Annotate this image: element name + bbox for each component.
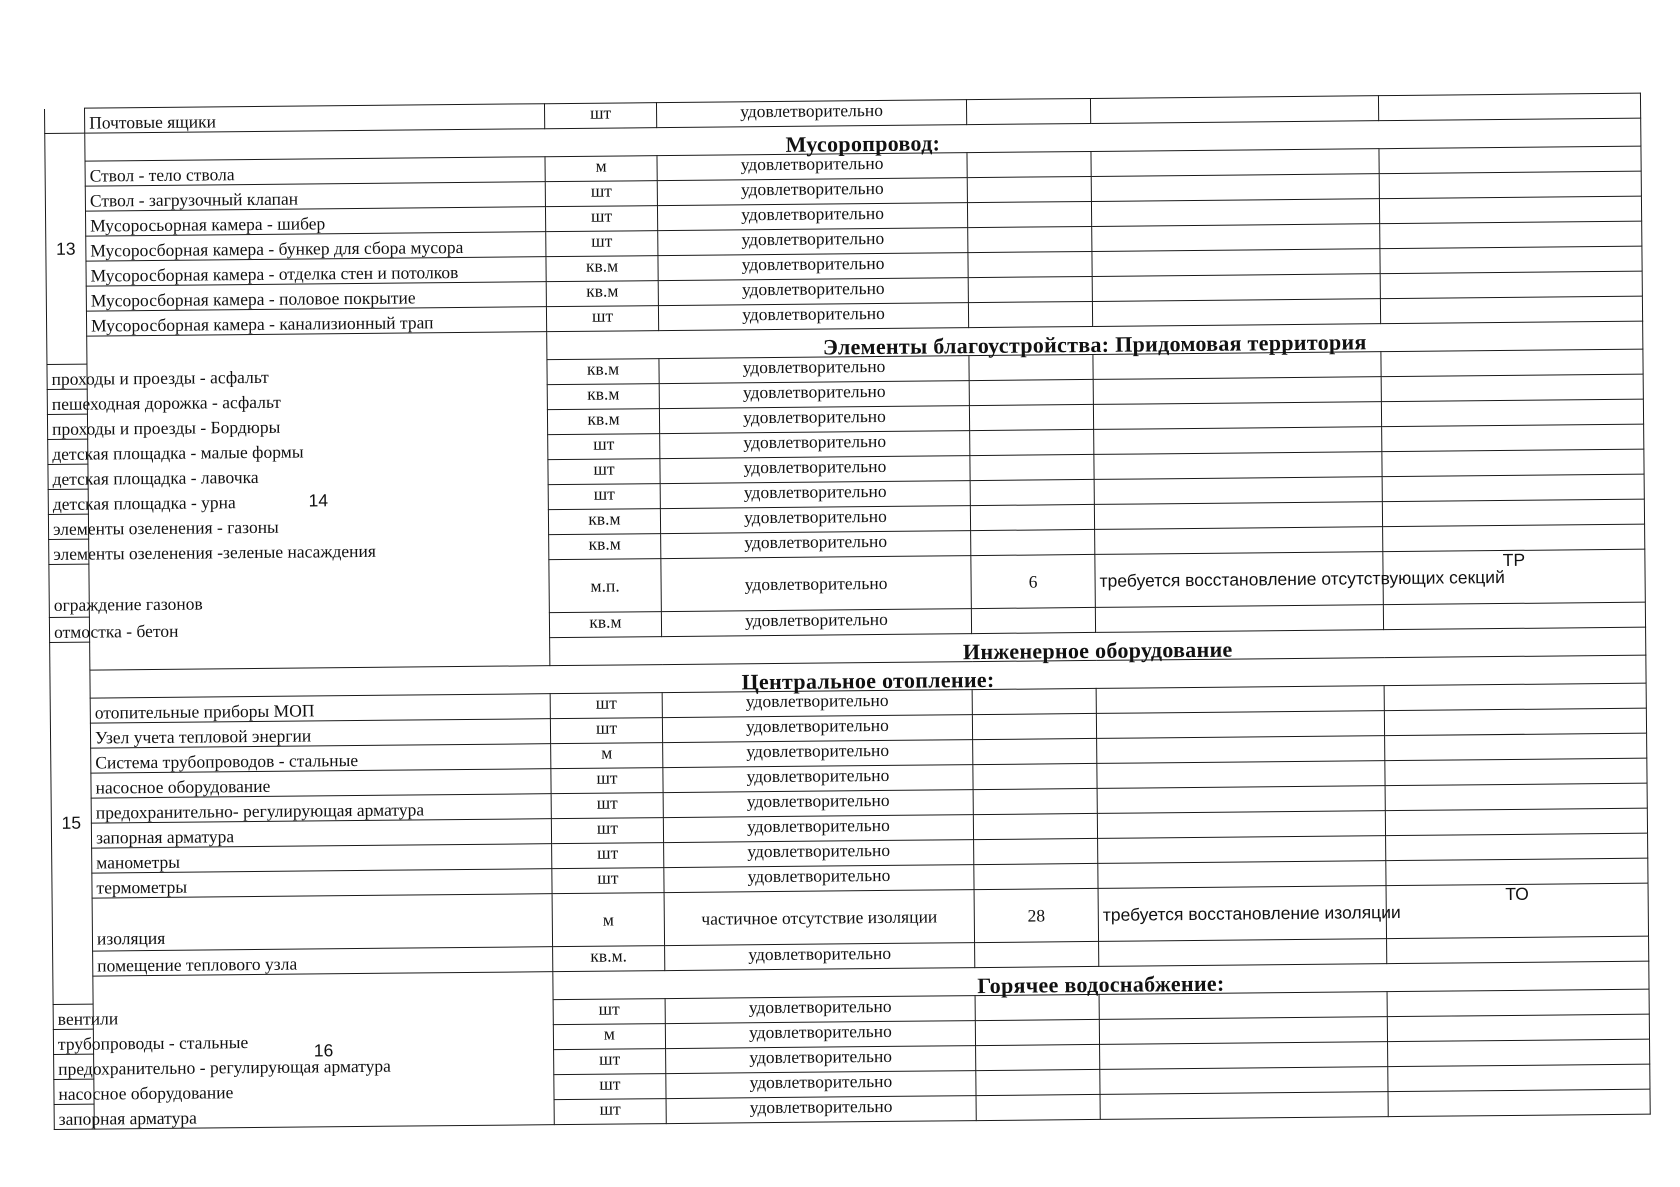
- defect-volume: [968, 276, 1092, 302]
- unit-of-measure: шт: [546, 231, 658, 257]
- defect-note: [1097, 736, 1385, 764]
- defect-volume: [967, 201, 1091, 227]
- element-name: насосное оборудование: [54, 1079, 94, 1104]
- element-name: ограждение газонов: [49, 564, 90, 617]
- condition-assessment: удовлетворительно: [658, 253, 968, 281]
- defect-volume: [966, 98, 1090, 124]
- element-name: вентили: [53, 1004, 93, 1029]
- defect-volume: [971, 529, 1095, 555]
- defect-volume: [973, 738, 1097, 764]
- unit-of-measure: м: [552, 893, 665, 947]
- condition-assessment: удовлетворительно: [661, 609, 971, 637]
- defect-note: [1094, 427, 1382, 455]
- inspection-sheet: [44, 93, 1650, 1130]
- element-name: элементы озеленения -зеленые насаждения: [49, 539, 89, 564]
- work-type: [1387, 1014, 1649, 1042]
- element-name: детская площадка - лавочка: [48, 464, 88, 489]
- condition-assessment: удовлетворительно: [656, 100, 966, 128]
- defect-note: [1098, 861, 1386, 889]
- inspection-table: [44, 93, 1651, 1130]
- element-name: Система трубопроводов - стальные: [91, 744, 551, 773]
- condition-assessment: удовлетворительно: [658, 303, 968, 331]
- condition-assessment: удовлетворительно: [666, 1046, 976, 1074]
- defect-note: требуется восстановление отсутствующих секций: [1095, 552, 1383, 608]
- section-title: Горячее водоснабжение:: [553, 961, 1649, 1000]
- defect-volume: [970, 454, 1094, 480]
- condition-assessment: удовлетворительно: [666, 1096, 976, 1124]
- defect-volume: [976, 1094, 1100, 1120]
- unit-of-measure: кв.м: [547, 384, 659, 410]
- condition-assessment: удовлетворительно: [663, 740, 973, 768]
- section-title: Мусоропровод:: [85, 118, 1641, 161]
- unit-of-measure: шт: [554, 1049, 666, 1075]
- element-name: Мусоросьорная камера - шибер: [85, 207, 545, 236]
- unit-of-measure: кв.м.: [553, 946, 665, 972]
- condition-assessment: удовлетворительно: [665, 996, 975, 1024]
- defect-note: [1091, 199, 1379, 227]
- condition-assessment: удовлетворительно: [661, 556, 971, 612]
- element-name: изоляция: [92, 894, 552, 951]
- unit-of-measure: шт: [544, 103, 656, 129]
- unit-of-measure: кв.м: [548, 509, 660, 535]
- unit-of-measure: шт: [551, 818, 663, 844]
- work-type: [1382, 499, 1644, 527]
- defect-note: [1097, 761, 1385, 789]
- element-name: элементы озеленения - газоны: [48, 514, 88, 539]
- work-type: [1384, 683, 1646, 711]
- unit-of-measure: шт: [551, 768, 663, 794]
- defect-note: [1097, 811, 1385, 839]
- condition-assessment: удовлетворительно: [660, 456, 970, 484]
- defect-volume: [969, 404, 1093, 430]
- element-name: проходы и проезды - Бордюры: [47, 414, 87, 439]
- unit-of-measure: кв.м: [549, 612, 661, 638]
- defect-volume: [969, 354, 1093, 380]
- work-type: [1380, 246, 1642, 274]
- unit-of-measure: м.п.: [549, 559, 662, 613]
- unit-of-measure: шт: [548, 459, 660, 485]
- element-name: манометры: [92, 844, 552, 873]
- defect-volume: [973, 788, 1097, 814]
- element-name: запорная арматура: [54, 1104, 94, 1129]
- unit-of-measure: м: [551, 743, 663, 769]
- unit-of-measure: м: [553, 1024, 665, 1050]
- defect-note: [1098, 836, 1386, 864]
- work-type: [1385, 783, 1647, 811]
- unit-of-measure: кв.м: [546, 281, 658, 307]
- defect-volume: [975, 941, 1099, 967]
- condition-assessment: удовлетворительно: [664, 865, 974, 893]
- element-name: Узел учета тепловой энергии: [90, 719, 550, 748]
- work-type: [1381, 399, 1643, 427]
- condition-assessment: удовлетворительно: [665, 1021, 975, 1049]
- work-type: [1384, 708, 1646, 736]
- work-type: [1386, 858, 1648, 886]
- condition-assessment: удовлетворительно: [660, 481, 970, 509]
- condition-assessment: удовлетворительно: [662, 690, 972, 718]
- unit-of-measure: шт: [550, 718, 662, 744]
- condition-assessment: удовлетворительно: [662, 715, 972, 743]
- work-type: [1379, 171, 1641, 199]
- element-name: Почтовые ящики: [85, 104, 545, 133]
- condition-assessment: удовлетворительно: [659, 381, 969, 409]
- condition-assessment: удовлетворительно: [658, 278, 968, 306]
- work-type: [1380, 296, 1642, 324]
- defect-note: [1092, 274, 1380, 302]
- condition-assessment: удовлетворительно: [661, 531, 971, 559]
- unit-of-measure: шт: [545, 206, 657, 232]
- defect-volume: [970, 429, 1094, 455]
- unit-of-measure: шт: [552, 868, 664, 894]
- defect-volume: [968, 301, 1092, 327]
- work-type: [1382, 424, 1644, 452]
- element-name: пешеходная дорожка - асфальт: [47, 389, 87, 414]
- element-name: трубопроводы - стальные: [53, 1029, 93, 1054]
- defect-volume: [975, 1019, 1099, 1045]
- element-name: Ствол - тело ствола: [85, 157, 545, 186]
- element-name: детская площадка - урна: [48, 489, 88, 514]
- element-name: отмостка - бетон: [49, 617, 89, 642]
- defect-volume: [967, 151, 1091, 177]
- section-title: Инженерное оборудование: [550, 627, 1646, 666]
- unit-of-measure: кв.м: [547, 359, 659, 385]
- condition-assessment: удовлетворительно: [659, 356, 969, 384]
- condition-assessment: удовлетворительно: [657, 203, 967, 231]
- defect-volume: [973, 763, 1097, 789]
- work-type: [1388, 1064, 1650, 1092]
- element-name: насосное оборудование: [91, 769, 551, 798]
- defect-volume: [968, 226, 1092, 252]
- defect-note: [1097, 786, 1385, 814]
- work-type: [1387, 989, 1649, 1017]
- unit-of-measure: шт: [552, 843, 664, 869]
- work-type: [1383, 524, 1645, 552]
- element-name: детская площадка - малые формы: [48, 439, 88, 464]
- work-type: ТО: [1386, 883, 1648, 939]
- work-type: [1388, 1039, 1650, 1067]
- defect-volume: [975, 994, 1099, 1020]
- work-type: [1382, 474, 1644, 502]
- defect-note: [1092, 299, 1380, 327]
- element-name: Мусоросборная камера - бункер для сбора мусора: [86, 232, 546, 261]
- unit-of-measure: шт: [553, 999, 665, 1025]
- row-number: 14: [87, 332, 550, 670]
- work-type: [1385, 758, 1647, 786]
- defect-volume: [968, 251, 1092, 277]
- defect-volume: 28: [974, 888, 1099, 942]
- defect-note: [1093, 402, 1381, 430]
- unit-of-measure: шт: [550, 693, 662, 719]
- row-number: 13: [45, 133, 87, 364]
- work-type: [1386, 833, 1648, 861]
- unit-of-measure: шт: [546, 306, 658, 332]
- unit-of-measure: шт: [554, 1074, 666, 1100]
- defect-volume: [973, 813, 1097, 839]
- work-type: ТР: [1383, 549, 1645, 605]
- work-type: [1383, 602, 1645, 630]
- defect-volume: [972, 713, 1096, 739]
- element-name: предохранительно- регулирующая арматура: [91, 794, 551, 823]
- defect-note: [1096, 711, 1384, 739]
- section-title: Центральное отопление:: [90, 655, 1646, 698]
- element-name: Мусоросборная камера - половое покрытие: [86, 282, 546, 311]
- unit-of-measure: кв.м: [547, 409, 659, 435]
- defect-volume: [972, 688, 1096, 714]
- condition-assessment: удовлетворительно: [657, 153, 967, 181]
- section-title: Элементы благоустройства: Придомовая территория: [547, 321, 1643, 360]
- unit-of-measure: шт: [551, 793, 663, 819]
- defect-note: [1096, 686, 1384, 714]
- unit-of-measure: шт: [548, 434, 660, 460]
- element-name: отопительные приборы МОП: [90, 694, 550, 723]
- defect-volume: [974, 838, 1098, 864]
- work-type: [1381, 349, 1643, 377]
- defect-volume: [970, 504, 1094, 530]
- condition-assessment: удовлетворительно: [666, 1071, 976, 1099]
- element-name: запорная арматура: [91, 819, 551, 848]
- element-name: проходы и проезды - асфальт: [47, 364, 87, 389]
- element-name: предохранительно - регулирующая арматура: [54, 1054, 94, 1079]
- work-type: [1388, 1089, 1650, 1117]
- defect-note: [1091, 174, 1379, 202]
- work-type: [1379, 196, 1641, 224]
- defect-note: [1099, 939, 1387, 967]
- defect-note: [1100, 1067, 1388, 1095]
- condition-assessment: удовлетворительно: [664, 840, 974, 868]
- condition-assessment: удовлетворительно: [663, 765, 973, 793]
- condition-assessment: удовлетворительно: [658, 228, 968, 256]
- condition-assessment: удовлетворительно: [663, 815, 973, 843]
- unit-of-measure: кв.м: [546, 256, 658, 282]
- work-type: [1385, 733, 1647, 761]
- unit-of-measure: шт: [545, 181, 657, 207]
- element-name: помещение теплового узла: [93, 947, 553, 976]
- work-type: [1379, 146, 1641, 174]
- work-type: [1387, 936, 1649, 964]
- defect-note: [1090, 96, 1378, 124]
- defect-note: [1093, 377, 1381, 405]
- condition-assessment: удовлетворительно: [660, 506, 970, 534]
- defect-note: [1099, 1017, 1387, 1045]
- defect-volume: [969, 379, 1093, 405]
- defect-note: [1094, 477, 1382, 505]
- defect-note: [1092, 249, 1380, 277]
- defect-note: требуется восстановление изоляции: [1098, 886, 1386, 942]
- defect-volume: [970, 479, 1094, 505]
- condition-assessment: удовлетворительно: [657, 178, 967, 206]
- unit-of-measure: м: [545, 156, 657, 182]
- defect-note: [1100, 1042, 1388, 1070]
- work-type: [1385, 808, 1647, 836]
- condition-assessment: удовлетворительно: [665, 943, 975, 971]
- defect-note: [1100, 1092, 1388, 1120]
- element-name: термометры: [92, 869, 552, 898]
- work-type: [1378, 93, 1640, 121]
- defect-note: [1092, 224, 1380, 252]
- work-type: [1380, 221, 1642, 249]
- defect-volume: 6: [971, 554, 1096, 608]
- defect-note: [1094, 452, 1382, 480]
- condition-assessment: удовлетворительно: [659, 406, 969, 434]
- row-number: 15: [50, 642, 93, 1004]
- unit-of-measure: шт: [554, 1099, 666, 1125]
- defect-volume: [976, 1044, 1100, 1070]
- element-name: Мусоросборная камера - отделка стен и потолков: [86, 257, 546, 286]
- unit-of-measure: кв.м: [549, 534, 661, 560]
- row-number-cell: [45, 108, 85, 133]
- condition-assessment: удовлетворительно: [660, 431, 970, 459]
- defect-volume: [967, 176, 1091, 202]
- defect-note: [1095, 527, 1383, 555]
- work-type: [1380, 271, 1642, 299]
- element-name: Мусоросборная камера - канализионный трап: [86, 307, 546, 336]
- row-number: 16: [93, 972, 554, 1129]
- unit-of-measure: шт: [548, 484, 660, 510]
- defect-note: [1095, 605, 1383, 633]
- defect-volume: [976, 1069, 1100, 1095]
- work-type: [1381, 374, 1643, 402]
- work-type: [1382, 449, 1644, 477]
- defect-volume: [971, 607, 1095, 633]
- defect-note: [1094, 502, 1382, 530]
- condition-assessment: удовлетворительно: [663, 790, 973, 818]
- defect-volume: [974, 863, 1098, 889]
- condition-assessment: частичное отсутствие изоляции: [664, 890, 974, 946]
- defect-note: [1091, 149, 1379, 177]
- element-name: Ствол - загрузочный клапан: [85, 182, 545, 211]
